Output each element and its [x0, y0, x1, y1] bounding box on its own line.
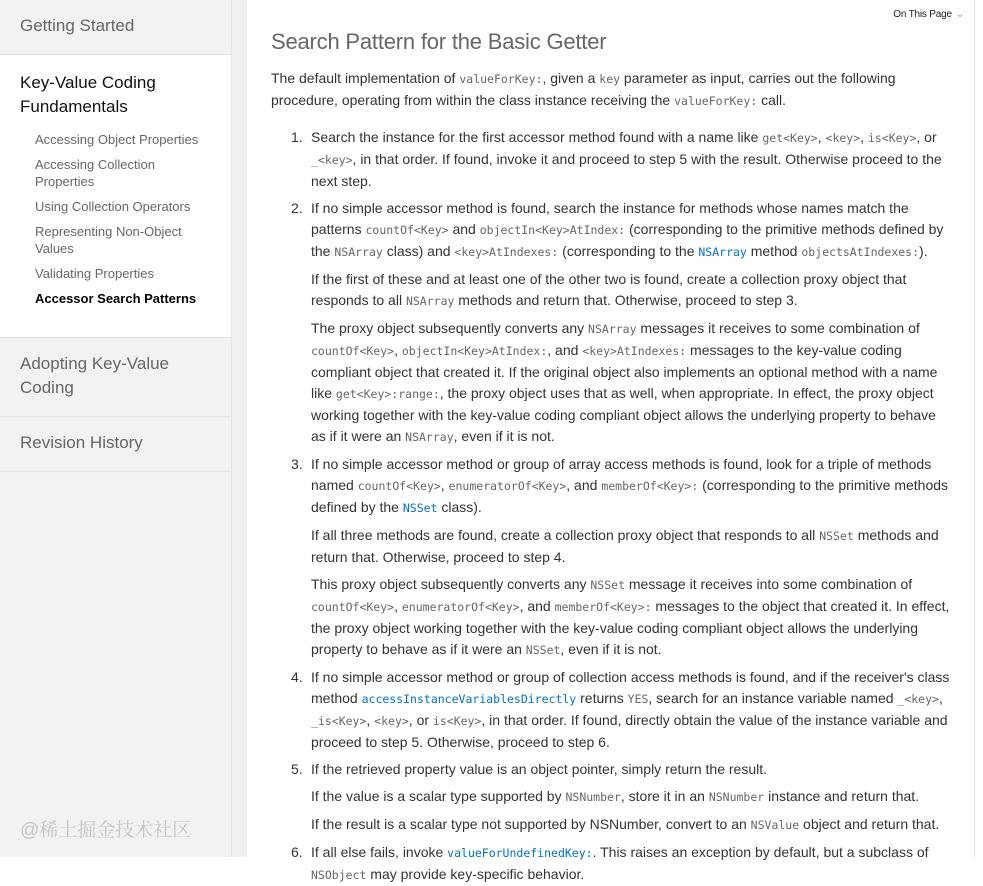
text-run: If the retrieved property value is an object pointer, simply return the result. [311, 761, 768, 777]
api-link[interactable]: accessInstanceVariablesDirectly [361, 692, 577, 706]
sidebar-item[interactable]: Accessing Object Properties [35, 132, 199, 147]
step-item [271, 667, 950, 753]
text-run: , even if it is not. [560, 641, 662, 657]
inline-code: NSNumber [708, 790, 765, 804]
inline-code: is<Key> [867, 131, 917, 145]
step-number: 1. [291, 129, 303, 145]
inline-code: get<Key> [762, 131, 818, 145]
text-run: methods and return that. Otherwise, proceed to step 4. [311, 527, 939, 565]
text-run: , [938, 690, 943, 706]
step-item [271, 454, 950, 661]
text-run: , [440, 477, 449, 493]
main-content [247, 0, 975, 882]
intro-paragraph [271, 68, 950, 112]
text-run: The proxy object subsequently converts any [311, 320, 589, 336]
text-run: , [394, 598, 402, 614]
text-run: messages it receives to some combination of [636, 320, 920, 336]
step-item [271, 127, 950, 192]
inline-code: <key> [374, 714, 409, 728]
inline-code: enumeratorOf<Key> [448, 479, 567, 493]
inline-code: YES [627, 692, 649, 706]
watermark: @稀土掘金技术社区 [20, 820, 192, 841]
text-run: If no simple accessor method is found, search the instance for methods whose names match the patterns [311, 200, 909, 237]
text-run: class) and [382, 243, 455, 259]
inline-code: <key>AtIndexes: [582, 344, 687, 358]
step-paragraph [311, 454, 950, 519]
text-run: If the result is a scalar type not supported by NSNumber, convert to an [311, 816, 751, 832]
on-this-page-menu[interactable] [893, 9, 964, 20]
text-run: instance and return that. [764, 788, 920, 804]
inline-code: NSSet [590, 578, 625, 592]
step-paragraph [311, 667, 950, 753]
inline-code: countOf<Key> [357, 479, 441, 493]
text-run: may provide key-specific behavior. [366, 866, 585, 882]
chevron-down-icon: ⌄ [955, 9, 964, 20]
text-run: , [394, 342, 402, 358]
text-run: , search for an instance variable named [648, 690, 898, 706]
text-run: , the proxy object uses that as well, when appropriate. In effect, the proxy object working together with the key-value coding compliant object allows the underlying property to behave as if it were an [311, 385, 936, 444]
inline-code: enumeratorOf<Key> [401, 600, 520, 614]
inline-code: get<Key>:range: [335, 387, 440, 401]
inline-code: _<key> [897, 692, 939, 706]
sidebar-section-title[interactable]: Getting Started [20, 16, 135, 35]
sidebar-nav [0, 0, 232, 857]
inline-code: NSNumber [565, 790, 621, 804]
inline-code: NSValue [750, 818, 800, 832]
sidebar-section-title[interactable]: Adopting Key-Value Coding [20, 354, 170, 397]
text-run: returns [576, 690, 628, 706]
text-run: , or [408, 712, 433, 728]
text-run: , given a [542, 70, 600, 86]
inline-code: memberOf<Key>: [554, 600, 652, 614]
step-paragraph [311, 814, 950, 836]
api-link[interactable]: valueForUndefinedKey: [447, 846, 593, 860]
text-run: ). [919, 243, 928, 259]
inline-code: NSObject [311, 868, 367, 882]
steps-list [271, 127, 950, 886]
text-run: , in that order. If found, directly obtain the value of the instance variable and proceed to step 5. Otherwise, proceed to step 6. [311, 712, 948, 750]
inline-code: <key> [825, 131, 861, 145]
inline-code: countOf<Key> [311, 600, 395, 614]
text-run: methods and return that. Otherwise, proceed to step 3. [454, 292, 798, 308]
text-run: , and [547, 342, 583, 358]
text-run: , and [519, 598, 555, 614]
text-run: class). [437, 499, 482, 515]
text-run: (corresponding to the primitive methods defined by the [311, 221, 944, 259]
step-number: 3. [291, 456, 303, 472]
api-link[interactable]: NSArray [698, 245, 747, 259]
sidebar-section[interactable] [0, 417, 231, 472]
inline-code: valueForKey: [674, 94, 758, 108]
step-item [271, 759, 950, 836]
page-title: Search Pattern for the Basic Getter [271, 29, 607, 54]
text-run: and [448, 221, 480, 237]
step-item [271, 842, 950, 886]
text-run: , [817, 129, 826, 145]
text-run: If all else fails, invoke [311, 844, 448, 860]
sidebar-section-title[interactable]: Key-Value Coding Fundamentals [20, 73, 156, 116]
text-run: (corresponding to the [558, 243, 699, 259]
text-run: , or [916, 129, 937, 145]
text-run: , [366, 712, 375, 728]
step-paragraph [311, 127, 950, 192]
text-run: messages to the key-value coding compliant object that created it. If the original object also implements an optional method with a name like [311, 342, 938, 401]
inline-code: NSArray [405, 430, 454, 444]
inline-code: objectsAtIndexes: [801, 245, 920, 259]
sidebar-item[interactable]: Using Collection Operators [35, 199, 191, 214]
inline-code: NSSet [525, 643, 561, 657]
sidebar-item[interactable]: Validating Properties [35, 266, 154, 281]
inline-code: countOf<Key> [365, 223, 449, 237]
step-paragraph [311, 759, 950, 780]
step-paragraph [311, 269, 950, 312]
on-this-page-label: On This Page [893, 9, 952, 20]
sidebar-item[interactable]: Representing Non-Object Values [35, 224, 182, 256]
inline-code: memberOf<Key>: [601, 479, 699, 493]
inline-code: key [599, 72, 621, 86]
api-link[interactable]: NSSet [402, 501, 438, 515]
text-run: call. [757, 92, 786, 108]
sidebar-section[interactable] [0, 0, 231, 55]
inline-code: _<key> [311, 153, 353, 167]
text-run: The default implementation of [271, 70, 460, 86]
inline-code: <key>AtIndexes: [454, 245, 559, 259]
step-number: 5. [291, 761, 303, 777]
step-paragraph [311, 318, 950, 448]
step-paragraph [311, 842, 950, 886]
text-run: message it receives into some combination of [625, 576, 913, 592]
text-run: , store it in an [620, 788, 709, 804]
text-run: If the first of these and at least one of the other two is found, create a collection proxy object that responds to all [311, 271, 907, 308]
inline-code: NSArray [588, 322, 637, 336]
inline-code: _is<Key> [311, 714, 367, 728]
inline-code: NSSet [819, 529, 854, 543]
step-paragraph [311, 525, 950, 568]
sidebar-item[interactable]: Accessing Collection Properties [35, 157, 155, 189]
text-run: If all three methods are found, create a collection proxy object that responds to all [311, 527, 820, 543]
inline-code: objectIn<Key>AtIndex: [479, 223, 626, 237]
step-number: 2. [291, 200, 303, 216]
text-run: This proxy object subsequently converts any [311, 576, 591, 592]
text-run: If no simple accessor method or group of array access methods is found, look for a triple of methods named [311, 456, 932, 493]
text-run: If the value is a scalar type supported by [311, 788, 566, 804]
step-item [271, 198, 950, 448]
text-run: (corresponding to the primitive methods defined by the [311, 477, 949, 515]
inline-code: is<Key> [432, 714, 482, 728]
step-number: 6. [291, 844, 303, 860]
text-run: parameter as input, carries out the following procedure, operating from within the class instance receiving the [271, 70, 896, 108]
text-run: messages to the object that created it. In effect, the proxy object working together with the key-value coding compliant object allows the underlying property to behave as if it were an [311, 598, 950, 657]
text-run: , even if it is not. [453, 428, 555, 444]
inline-code: NSArray [334, 245, 383, 259]
text-run: , [860, 129, 868, 145]
inline-code: NSArray [405, 294, 455, 308]
sidebar-section[interactable] [0, 338, 231, 417]
text-run: method [746, 243, 802, 259]
sidebar-section [0, 55, 231, 338]
text-run: object and return that. [799, 816, 940, 832]
text-run: Search the instance for the first accessor method found with a name like [311, 129, 763, 145]
step-number: 4. [291, 669, 303, 685]
sidebar-gutter [232, 0, 247, 857]
step-paragraph [311, 574, 950, 661]
text-run: . This raises an exception by default, but a subclass of [592, 844, 929, 860]
inline-code: valueForKey: [459, 72, 543, 86]
inline-code: objectIn<Key>AtIndex: [401, 344, 548, 358]
text-run: If no simple accessor method or group of collection access methods is found, and if the receiver's class method [311, 669, 950, 706]
text-run: , in that order. If found, invoke it and proceed to step 5 with the result. Otherwise proceed to the next step. [311, 151, 942, 189]
sidebar-section-title[interactable]: Revision History [20, 433, 143, 452]
text-run: , and [566, 477, 602, 493]
step-paragraph [311, 786, 950, 808]
inline-code: countOf<Key> [311, 344, 395, 358]
step-paragraph [311, 198, 950, 263]
sidebar-item[interactable]: Accessor Search Patterns [35, 291, 197, 306]
